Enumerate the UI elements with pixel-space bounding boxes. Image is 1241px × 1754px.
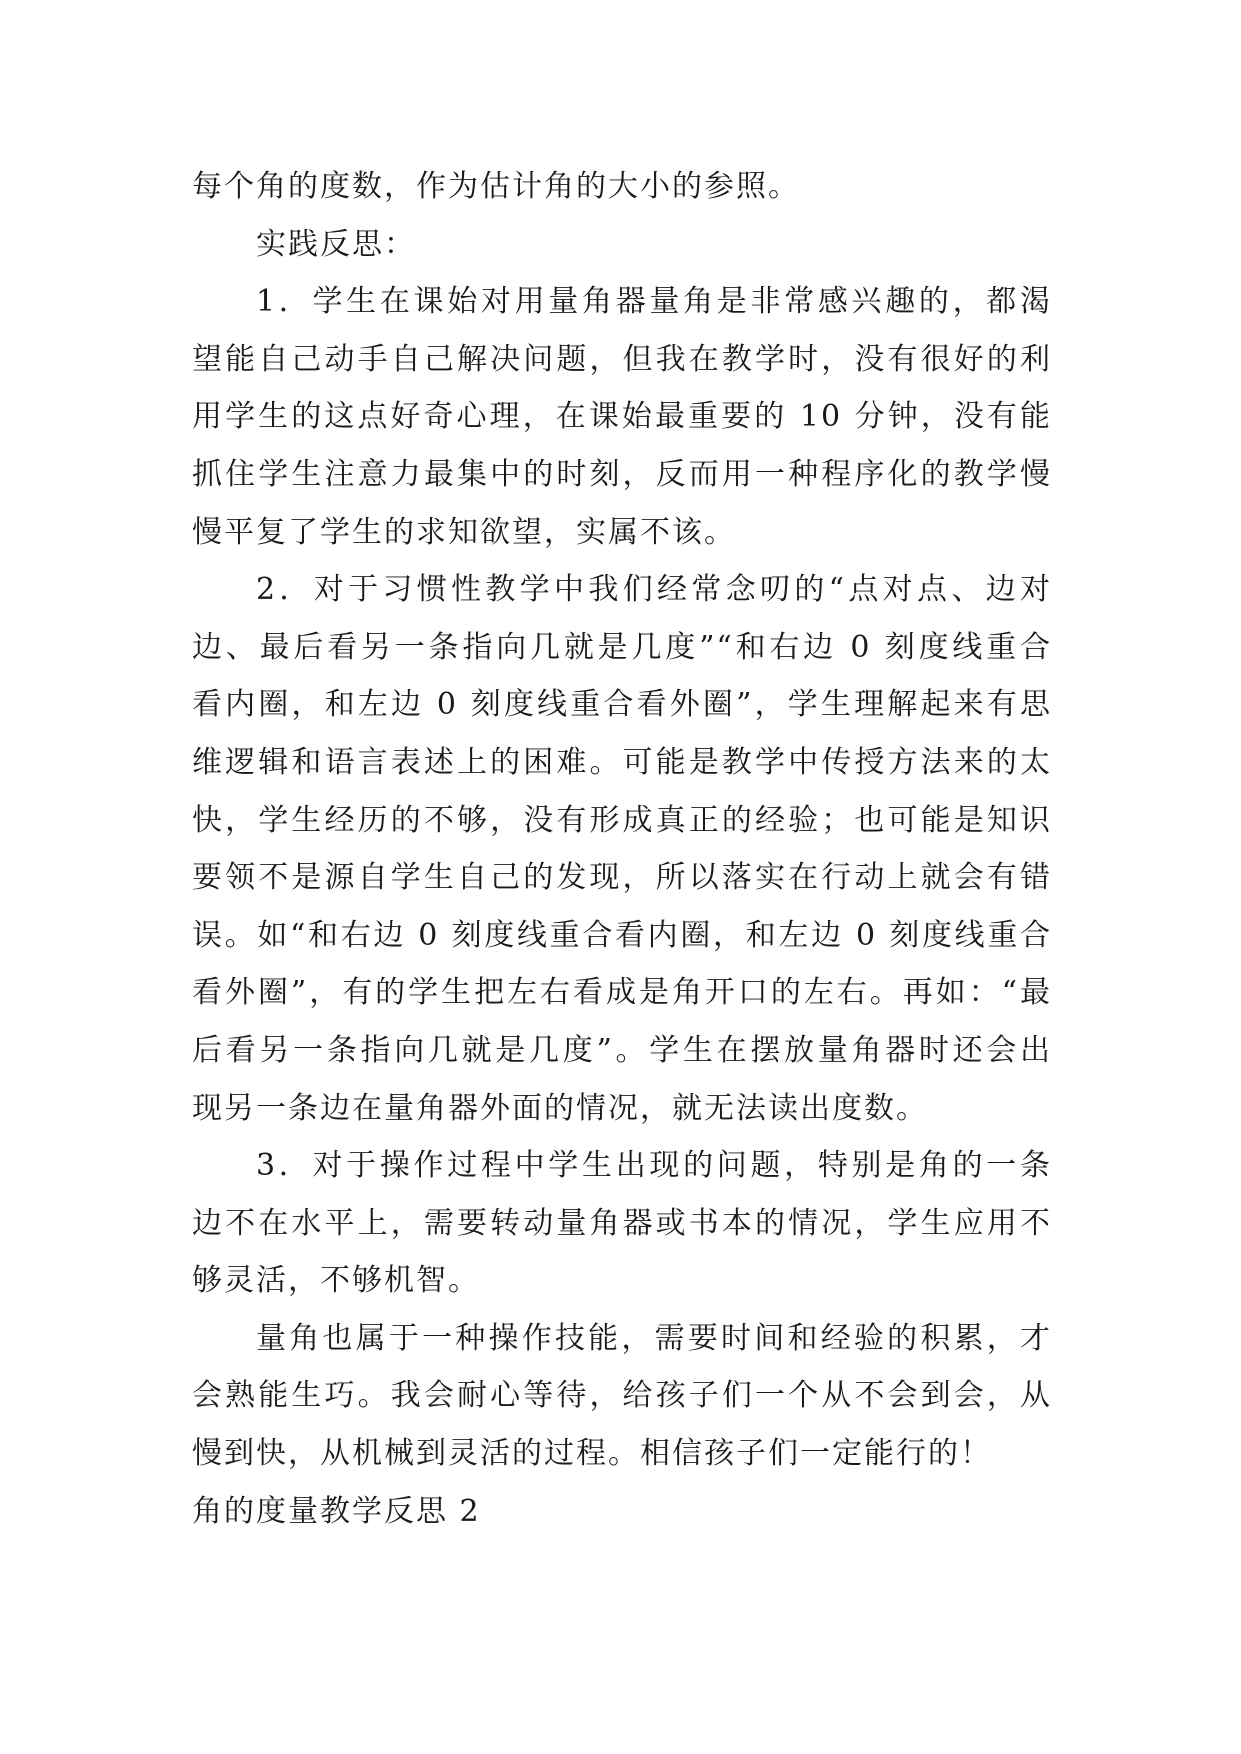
text-line: 3．对于操作过程中学生出现的问题，特别是角的一条: [256, 1148, 1052, 1184]
text-line: 后看另一条指向几就是几度”。学生在摆放量角器时还会出: [192, 1032, 1052, 1068]
text-line: 抓住学生注意力最集中的时刻，反而用一种程序化的教学慢: [192, 456, 1052, 492]
section-heading: 角的度量教学反思 2: [192, 1493, 481, 1529]
text-line: 要领不是源自学生自己的发现，所以落实在行动上就会有错: [192, 860, 1052, 896]
text-line: 现另一条边在量角器外面的情况，就无法读出度数。: [192, 1090, 928, 1126]
body-text: [192, 158, 1052, 1540]
text-line: 实践反思：: [256, 226, 416, 262]
text-line: 2．对于习惯性教学中我们经常念叨的“点对点、边对: [256, 572, 1052, 608]
text-line: 1．学生在课始对用量角器量角是非常感兴趣的，都渴: [256, 284, 1052, 320]
text-line: 维逻辑和语言表述上的困难。可能是教学中传授方法来的太: [192, 744, 1052, 780]
text-line: 望能自己动手自己解决问题，但我在教学时，没有很好的利: [192, 341, 1052, 377]
text-line: 会熟能生巧。我会耐心等待，给孩子们一个从不会到会，从: [192, 1378, 1052, 1414]
text-line: 看外圈”，有的学生把左右看成是角开口的左右。再如：“最: [192, 975, 1052, 1011]
text-line: 用学生的这点好奇心理，在课始最重要的 10 分钟，没有能: [192, 399, 1052, 435]
text-line: 误。如“和右边 0 刻度线重合看内圈，和左边 0 刻度线重合: [192, 917, 1052, 953]
text-line: 够灵活，不够机智。: [192, 1263, 480, 1299]
text-line: 慢平复了学生的求知欲望，实属不该。: [192, 514, 736, 550]
text-line: 边、最后看另一条指向几就是几度”“和右边 0 刻度线重合: [192, 629, 1052, 665]
text-line: 每个角的度数，作为估计角的大小的参照。: [192, 169, 800, 204]
text-line: 慢到快，从机械到灵活的过程。相信孩子们一定能行的！: [192, 1436, 992, 1472]
text-line: 量角也属于一种操作技能，需要时间和经验的积累，才: [256, 1320, 1052, 1356]
text-line: 看内圈，和左边 0 刻度线重合看外圈”，学生理解起来有思: [192, 687, 1052, 723]
text-line: 边不在水平上，需要转动量角器或书本的情况，学生应用不: [192, 1205, 1052, 1241]
text-line: 快，学生经历的不够，没有形成真正的经验；也可能是知识: [192, 802, 1052, 838]
